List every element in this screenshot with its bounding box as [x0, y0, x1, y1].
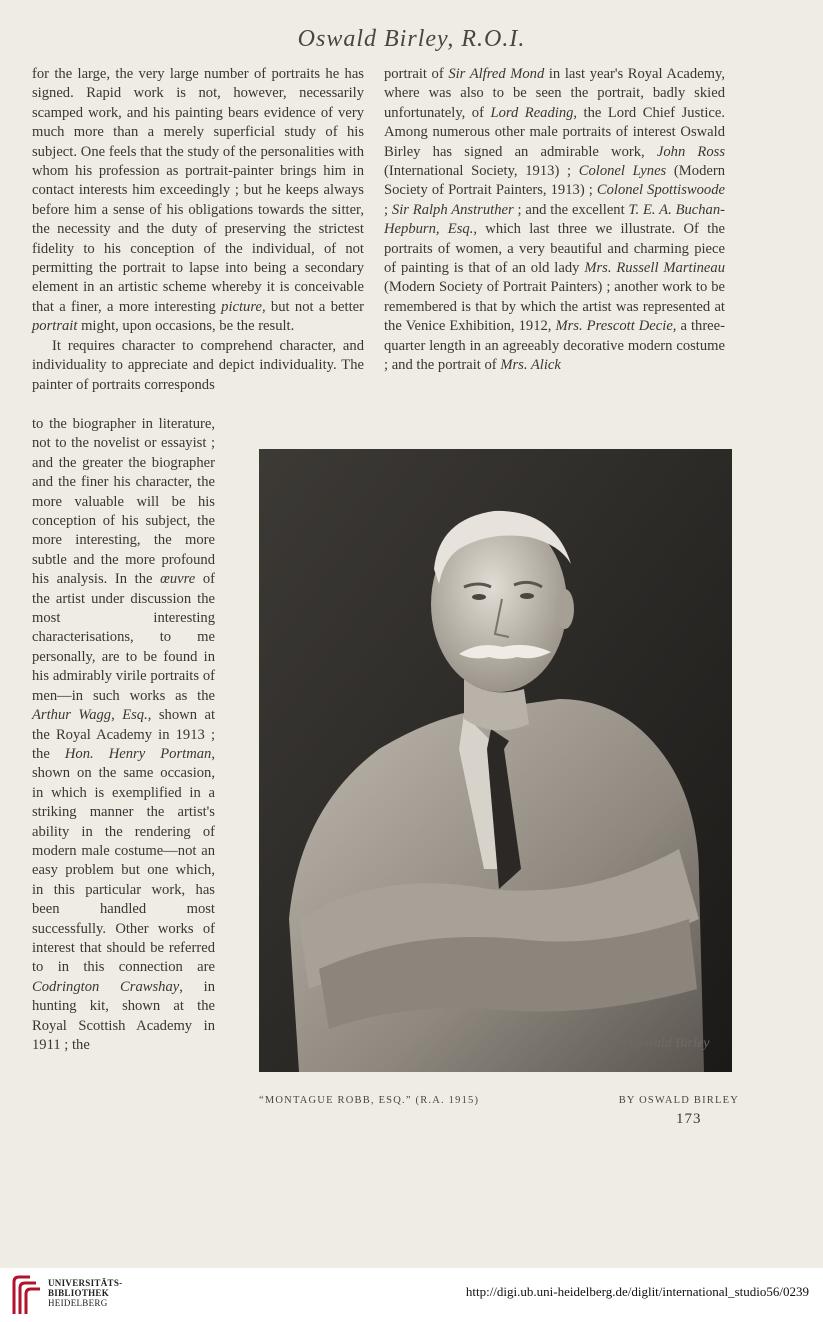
text-run: in last year's Royal Academy, where was also to be seen the portrait, badly skied unfortunately, of — [384, 66, 725, 121]
italic-text: John Ross — [656, 143, 725, 160]
text-run: portrait of — [384, 66, 449, 82]
text-run: (Modern Society of Portrait Painters) ; another work to be remembered is that by which the artist was represented at the Venice Exhibition, 1912, — [384, 279, 725, 335]
text-run: , which last three we illustrate. Of the portraits of women, a very beautiful and charming piece of painting is that of an old lady — [384, 221, 725, 277]
text-run: , shown on the same occasion, in which is exemplified in a striking manner the artist's ability in the rendering of modern male costume—not an easy problem but one which, in this particular work, has been handled most successfully. Other works of interest that should be referred to in this connection are — [32, 745, 215, 976]
italic-text: Lord Reading — [490, 104, 574, 121]
text-run: to the biographer in literature, not to the novelist or essayist ; and the greater the biographer and the finer his character, the more valuable will be his conception of his subject, the more interesting, the more subtle and the more profound his analysis. In the — [32, 416, 215, 588]
text-run: might, upon occasions, be the result. — [77, 318, 295, 335]
text-run: , a three-quarter length in an agreeably decorative modern costume ; and the portrait of — [384, 318, 725, 374]
italic-text: Colonel Lynes — [578, 163, 667, 180]
library-line: UNIVERSITÄTS- — [48, 1278, 123, 1288]
italic-text: Colonel Spottiswoode — [596, 182, 725, 199]
caption-title: “MONTAGUE ROBB, ESQ.” (R.A. 1915) — [259, 1095, 480, 1106]
text-run: ; and the excellent — [513, 201, 629, 218]
italic-text: Arthur Wagg, Esq. — [32, 707, 148, 724]
narrow-column — [32, 415, 215, 1055]
portrait-illustration — [259, 449, 732, 1072]
text-run: of the artist under discussion the most interesting characterisations, to me personally, are to be found in his admirably virile portraits of men—in such works as the — [32, 571, 215, 704]
running-head: Oswald Birley, R.O.I. — [297, 26, 526, 52]
text-run: , the Lord Chief Justice. Among numerous other male portraits of interest Oswald Birley has signed an admirable work, — [384, 104, 725, 160]
library-name — [48, 1278, 122, 1308]
italic-text: Sir Ralph Anstruther — [391, 201, 514, 218]
library-line: BIBLIOTHEK — [48, 1288, 110, 1298]
text-run: (Modern Society of Portrait Painters, 1913) ; — [384, 163, 725, 199]
italic-text: portrait — [32, 318, 78, 335]
page-number: 173 — [676, 1111, 702, 1127]
paragraph — [32, 65, 364, 337]
portrait-drawing — [259, 449, 732, 1072]
italic-text: œuvre — [160, 571, 196, 588]
text-run: , shown at the Royal Academy in 1913 ; the — [32, 707, 215, 762]
left-column — [32, 65, 364, 395]
artist-signature: Oswald Birley — [629, 1036, 710, 1051]
italic-text: Sir Alfred Mond — [448, 66, 545, 82]
text-run: (International Society, 1913) ; — [384, 163, 579, 180]
italic-text: T. E. A. Buchan-Hepburn, Esq. — [384, 201, 726, 238]
italic-text: Mrs. Prescott Decie — [555, 318, 673, 335]
library-logo-icon — [10, 1274, 42, 1316]
italic-text: Codrington Crawshay — [32, 978, 180, 995]
text-run: , in hunting kit, shown at the Royal Scottish Academy in 1911 ; the — [32, 978, 215, 1053]
right-column — [384, 65, 725, 376]
italic-text: Hon. Henry Portman — [64, 745, 212, 762]
italic-text: picture — [221, 298, 262, 315]
text-run: ; — [384, 201, 392, 218]
source-url-link[interactable]: http://digi.ub.uni-heidelberg.de/diglit/international_studio56/0239 — [465, 1284, 809, 1299]
italic-text: Mrs. Alick — [500, 357, 561, 374]
text-run: for the large, the very large number of portraits he has signed. Rapid work is not, however, necessarily scamped work, and his painting bears evidence of very much more than a merely superficial study of his subject. One feels that the study of the personalities with whom his profession as portrait-painter brings him in contact interests him exceedingly ; but he keeps always before him a sense of his obligations towards the sitter, the necessity and the duty of preserving the strictest fidelity to his conception of the individual, of not permitting the portrait to lapse into being a secondary element in an artistic scheme whereby it is conceivable that a finer, a more interesting — [32, 66, 364, 315]
library-line: HEIDELBERG — [48, 1298, 108, 1308]
italic-text: Mrs. Russell Martineau — [584, 260, 725, 277]
caption-credit: BY OSWALD BIRLEY — [618, 1095, 739, 1106]
text-run: , but not a better — [261, 298, 364, 315]
paragraph: It requires character to comprehend character, and individuality to appreciate and depict individuality. The painter of portraits corresponds — [32, 337, 364, 393]
